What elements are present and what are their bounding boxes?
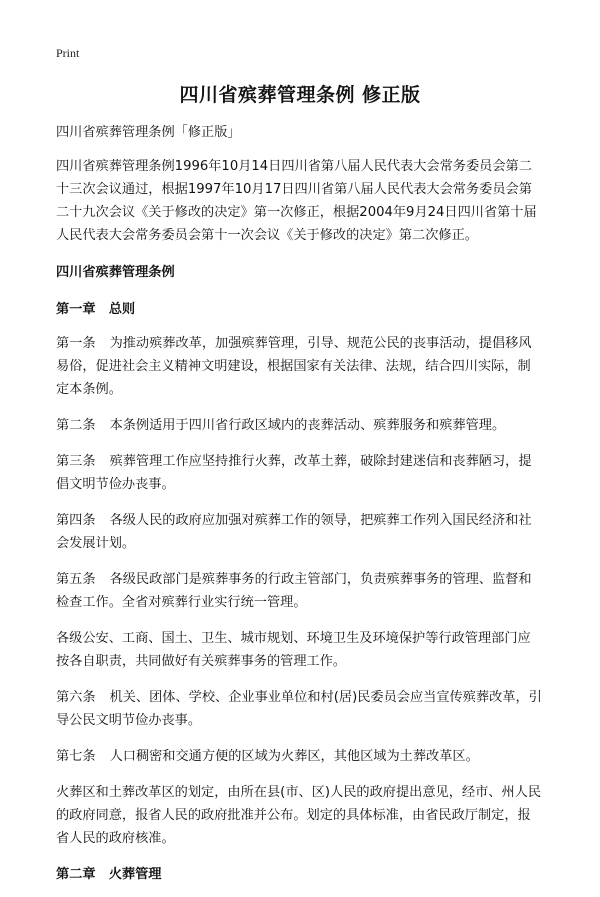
- print-link[interactable]: Print: [56, 46, 80, 60]
- article-text: 各级人民的政府应加强对殡葬工作的领导，把殡葬工作列入国民经济和社会发展计划。: [56, 513, 532, 551]
- article-4: [56, 509, 542, 555]
- section-title: 四川省殡葬管理条例: [56, 265, 175, 280]
- article-text: 为推动殡葬改革，加强殡葬管理，引导、规范公民的丧事活动，提倡移风易俗，促进社会主义精神文明建设，根据国家有关法律、法规，结合四川实际，制定本条例。: [56, 336, 532, 397]
- article-5: [56, 568, 542, 614]
- page-title: 四川省殡葬管理条例 修正版: [179, 84, 421, 106]
- article-7: [56, 745, 542, 768]
- article-text: 各级民政部门是殡葬事务的行政主管部门，负责殡葬事务的管理、监督和检查工作。全省对殡葬行业实行统一管理。: [56, 572, 532, 610]
- article-text: 火葬区和土葬改革区的划定，由所在县(市、区)人民的政府提出意见，经市、州人民的政府同意，报省人民的政府批准并公布。划定的具体标准，由省民政厅制定，报省人民的政府核准。: [56, 785, 542, 846]
- document-intro: 四川省殡葬管理条例1996年10月14日四川省第八届人民代表大会常务委员会第二十三次会议通过，根据1997年10月17日四川省第八届人民代表大会常务委员会第二十九次会议《关于修改的决定》第一次修正，根据2004年9月24日四川省第十届人民代表大会常务委员会第十一次会议《关于修改的决定》第二次修正。: [56, 159, 537, 243]
- article-text: 各级公安、工商、国土、卫生、城市规划、环境卫生及环境保护等行政管理部门应按各自职责，共同做好有关殡葬事务的管理工作。: [56, 631, 531, 669]
- article-6: [56, 686, 542, 732]
- article-7-paragraph-2: [56, 781, 542, 850]
- article-number: 第一条: [56, 336, 96, 351]
- article-text: 本条例适用于四川省行政区域内的丧葬活动、殡葬服务和殡葬管理。: [109, 418, 506, 433]
- document-subtitle: 四川省殡葬管理条例「修正版」: [56, 125, 241, 140]
- chapter-heading-2: 第二章 火葬管理: [56, 867, 162, 882]
- article-number: 第二条: [56, 418, 96, 433]
- article-number: 第四条: [56, 513, 96, 528]
- article-number: 第六条: [56, 690, 96, 705]
- article-text: 人口稠密和交通方便的区域为火葬区，其他区域为土葬改革区。: [109, 749, 479, 764]
- article-3: [56, 450, 542, 496]
- document-content: [56, 121, 542, 897]
- article-2: [56, 414, 542, 437]
- chapter-heading-1: 第一章 总则: [56, 302, 136, 317]
- article-5-paragraph-2: [56, 627, 542, 673]
- article-number: 第三条: [56, 454, 96, 469]
- article-1: [56, 332, 542, 401]
- article-number: 第七条: [56, 749, 96, 764]
- article-number: 第五条: [56, 572, 96, 587]
- article-text: 殡葬管理工作应坚持推行火葬，改革土葬，破除封建迷信和丧葬陋习，提倡文明节俭办丧事。: [56, 454, 532, 492]
- article-text: 机关、团体、学校、企业事业单位和村(居)民委员会应当宣传殡葬改革，引导公民文明节俭办丧事。: [56, 690, 542, 728]
